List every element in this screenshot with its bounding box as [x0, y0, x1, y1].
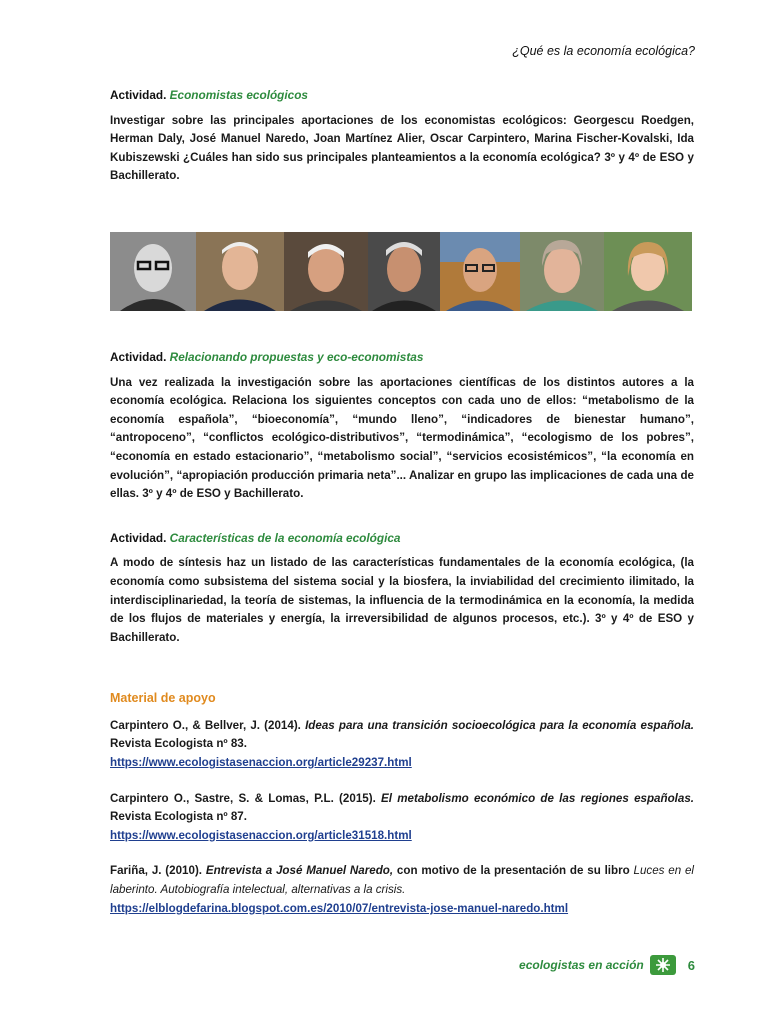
- activity-label: Actividad.: [110, 530, 167, 545]
- activity-text: Investigar sobre las principales aportaciones de los economistas ecológicos: Georgescu Roedgen, Herman Daly, José Manuel Naredo, Joan Martínez Alier, Oscar Carpintero, Marina Fischer-Kovalski, Ida Kubiszewski ¿Cuáles han sido sus principales planteamientos a la economía ecológica? 3º y 4º de ESO y Bachillerato.: [110, 113, 694, 183]
- activity-section: [110, 529, 694, 648]
- portrait-photo: [196, 232, 284, 311]
- reference-book-title: Luces en el laberinto. Autobiografía intelectual, alternativas a la crisis.: [110, 864, 694, 897]
- economists-photo-strip: [110, 232, 692, 311]
- reference-authors: Carpintero O., Sastre, S. & Lomas, P.L. (2015).: [110, 791, 382, 805]
- activity-title: Características de la economía ecológica: [169, 530, 401, 545]
- portrait-photo: [520, 232, 604, 311]
- reference-authors: Fariña, J. (2010).: [110, 864, 206, 878]
- portrait-photo: [368, 232, 440, 311]
- activity-text: Una vez realizada la investigación sobre las aportaciones científicas de los distintos autores a la economía ecológica. Relaciona los siguientes conceptos con cada uno de ellos: “metabolismo de la economía española”, “bioeconomía”, “mundo lleno”, “indicadores de bienestar humano”, “antropoceno”, “conflictos ecológico-distributivos”, “termodinámica”, “ecologismo de los pobres”, “economía en estado estacionario”, “metabolismo social”, “servicios ecosistémicos”, “la economía en evolución”, “apropiación producción primaria neta”... Analizar en grupo las implicaciones de cada una de ellas. 3º y 4º de ESO y Bachillerato.: [110, 375, 694, 501]
- portrait-photo: [604, 232, 692, 311]
- reference-source: con motivo de la presentación de su libro: [393, 864, 634, 878]
- content: [110, 86, 694, 918]
- activity-heading: [110, 348, 694, 367]
- reference-link[interactable]: https://www.ecologistasenaccion.org/article29237.html: [110, 756, 412, 770]
- activity-title: Economistas ecológicos: [169, 88, 308, 102]
- page-number: 6: [687, 957, 695, 973]
- reference-title: Ideas para una transición socioecológica para la economía española.: [305, 718, 694, 732]
- brand-name: ecologistas en acción: [519, 958, 644, 972]
- activity-heading: [110, 529, 694, 548]
- activity-text: A modo de síntesis haz un listado de las características fundamentales de la economía ecológica, (la economía como subsistema del sistema social y la biosfera, la inviabilidad del crecimiento ilimitado, la interdisciplinariedad, la teoría de sistemas, la influencia de la termodinámica en la economía, la medida de los flujos de materiales y energía, la irreversibilidad de algunos procesos, etc.). 3º y 4º de ESO y Bachillerato.: [110, 556, 694, 644]
- portrait-photo: [440, 232, 520, 311]
- running-header: ¿Qué es la economía ecológica?: [512, 44, 695, 58]
- reference-item: [110, 862, 694, 918]
- activity-label: Actividad.: [110, 349, 167, 364]
- support-material-heading: Material de apoyo: [110, 691, 216, 706]
- reference-title: Entrevista a José Manuel Naredo,: [205, 864, 394, 878]
- reference-item: [110, 790, 694, 846]
- ecologistas-logo-icon: [650, 955, 676, 975]
- reference-authors: Carpintero O., & Bellver, J. (2014).: [110, 718, 306, 732]
- activity-heading: [110, 86, 694, 105]
- portrait-photo: [110, 232, 196, 311]
- reference-title: El metabolismo económico de las regiones españolas.: [381, 791, 694, 805]
- activity-section: [110, 348, 694, 504]
- reference-item: [110, 717, 694, 773]
- reference-source: Revista Ecologista nº 83.: [110, 737, 247, 751]
- reference-source: Revista Ecologista nº 87.: [110, 810, 247, 824]
- activity-label: Actividad.: [110, 88, 167, 102]
- reference-link[interactable]: https://elblogdefarina.blogspot.com.es/2010/07/entrevista-jose-manuel-naredo.html: [110, 901, 569, 915]
- portrait-photo: [284, 232, 368, 311]
- reference-link[interactable]: https://www.ecologistasenaccion.org/article31518.html: [110, 828, 412, 842]
- page-footer: [519, 955, 695, 975]
- activity-title: Relacionando propuestas y eco-economistas: [169, 349, 424, 364]
